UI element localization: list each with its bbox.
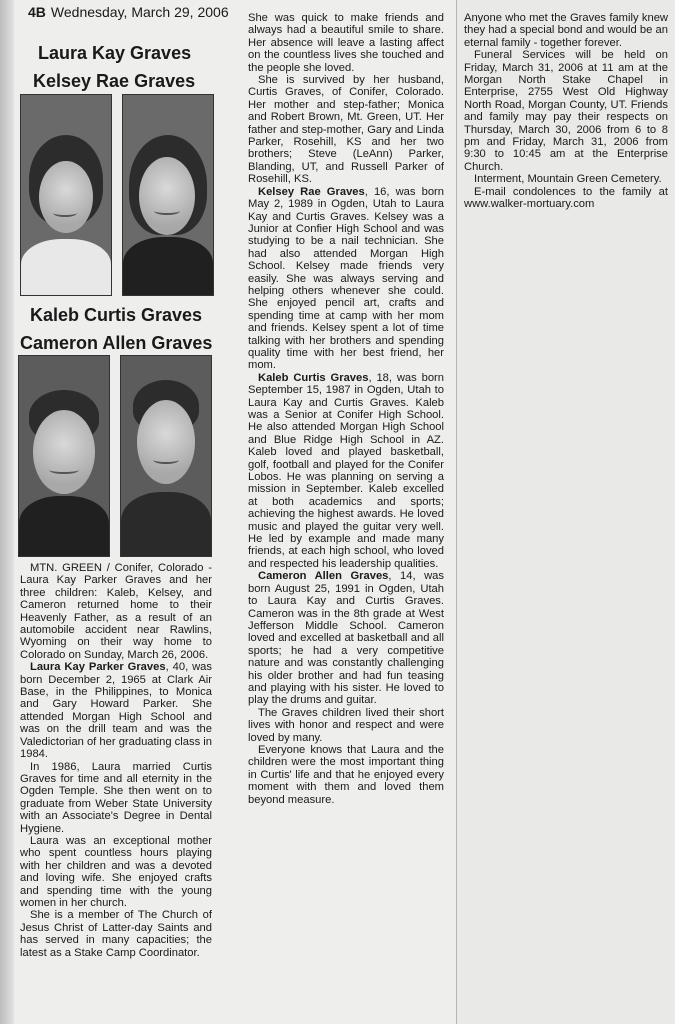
cameron-bio: , 14, was born August 25, 1991 in Ogden, Utah to Laura Kay and Curtis Graves. Cameron was in the 8th grade at West Jefferson Middle School. Cameron loved and excelled at basketball and all sports; he had a very competitive nature and was constantly challenging his older brother and had fun teasing and playing with his sister. He loved to play the drums and guitar. <box>248 570 444 707</box>
name-cameron: Cameron Allen Graves <box>20 333 213 353</box>
laura-name-bold: Laura Kay Parker Graves <box>30 661 166 674</box>
name-kaleb: Kaleb Curtis Graves <box>30 305 203 325</box>
cameron-paragraph <box>248 570 444 706</box>
church-paragraph: She is a member of The Church of Jesus Christ of Latter-day Saints and has served in many capacities; the latest as a Stake Camp Coordinator. <box>20 909 212 959</box>
name-laura: Laura Kay Graves <box>38 43 192 63</box>
bond-paragraph: Anyone who met the Graves family knew they had a special bond and would be an eternal family - together forever. <box>464 12 668 49</box>
cameron-name-bold: Cameron Allen Graves <box>258 570 389 583</box>
kaleb-paragraph <box>248 372 444 571</box>
obituary-column-2 <box>248 12 444 806</box>
services-paragraph: Funeral Services will be held on Friday, March 31, 2006 at 11 am at the Morgan North Stake Chapel in Enterprise, 2755 West Old Highway North Road, Morgan County, UT. Friends and family may pay their respects on Thursday, March 30, 2006 from 6 to 8 pm and Friday, March 31, 2006 from 9:30 to 10:45 am at the Enterprise Church. <box>464 49 668 173</box>
laura-paragraph <box>20 661 212 760</box>
condolences-paragraph: E-mail condolences to the family at www.walker-mortuary.com <box>464 185 668 211</box>
obituary-column-3 <box>464 12 668 211</box>
kelsey-paragraph <box>248 186 444 372</box>
column-rule <box>456 0 457 1024</box>
mother-paragraph: Laura was an exceptional mother who spent countless hours playing with her children and was a devoted and loving wife. She enjoyed crafts and spending time with the young women in her church. <box>20 834 212 909</box>
photo-kaleb <box>18 355 110 557</box>
kaleb-name-bold: Kaleb Curtis Graves <box>258 371 369 384</box>
page-number: 4B <box>28 4 46 20</box>
photo-kelsey <box>122 94 214 296</box>
clipping-edge <box>0 0 14 1024</box>
intro-paragraph: MTN. GREEN / Conifer, Colorado - Laura Kay Parker Graves and her three children: Kaleb, Kelsey, and Cameron returned home to their Heavenly Father, as a result of an automobile accident near Rawlins, Wyoming on their way home to Colorado on Sunday, March 26, 2006. <box>20 562 212 661</box>
friends-paragraph: She was quick to make friends and always had a beautiful smile to share. Her absence will leave a lasting affect on the countless lives she touched and the people she loved. <box>248 12 444 74</box>
page-date: Wednesday, March 29, 2006 <box>50 4 229 20</box>
family-paragraph: Everyone knows that Laura and the children were the most important thing in Curtis' life and that he enjoyed every moment with them and loved them beyond measure. <box>248 743 444 806</box>
photo-laura <box>20 94 112 296</box>
children-paragraph: The Graves children lived their short lives with honor and respect and were loved by many. <box>248 706 444 744</box>
marriage-paragraph: In 1986, Laura married Curtis Graves for time and all eternity in the Ogden Temple. She then went on to graduate from Weber State University with an Associate's Degree in Dental Hygiene. <box>20 760 212 835</box>
page-header <box>28 4 229 20</box>
laura-bio: , 40, was born December 2, 1965 at Clark Air Base, in the Philippines, to Monica and Gary Howard Parker. She attended Morgan High School and was on the drill team and was the Valedictorian of her graduating class in 1984. <box>20 661 212 761</box>
name-kelsey: Kelsey Rae Graves <box>33 71 196 91</box>
photo-cameron <box>120 355 212 557</box>
kelsey-name-bold: Kelsey Rae Graves <box>258 185 365 198</box>
kelsey-bio: , 16, was born May 2, 1989 in Ogden, Utah to Laura Kay and Curtis Graves. Kelsey was a Junior at Confier High School and was studying to be a nail technician. She had also attended Morgan High School. Kelsey made friends very easily. She was always serving and helping others whenever she could. She enjoyed pencil art, crafts and spending time at camp with her mom and friends. Kelsey spent a lot of time talking with her brothers and spending quality time with her best friend, her mom. <box>248 185 444 372</box>
interment-paragraph: Interment, Mountain Green Cemetery. <box>474 173 662 186</box>
survived-paragraph: She is survived by her husband, Curtis Graves, of Conifer, Colorado. Her mother and step-father; Monica and Robert Brown, Mt. Green, UT. Her father and step-mother, Gary and Linda Parker, Rosehill, KS and her two brothers; Steve (LeAnn) Parker, Blanding, UT, and Russell Parker of Rosehill, KS. <box>248 74 444 186</box>
obituary-column-1 <box>20 562 212 959</box>
kaleb-bio: , 18, was born September 15, 1987 in Ogden, Utah to Laura Kay and Curtis Graves. Kaleb was a Senior at Conifer High School. He also attended Morgan High School and Blue Ridge High School in AZ. Kaleb loved and played basketball, golf, football and played for the Conifer Lobos. He was planning on serving a mission in September. Kaleb excelled at both academics and sports; achieving the highest awards. He loved music and played the guitar very well. He led by example and made many friends, at each high school, who loved and respected his leadership qualities. <box>248 371 444 570</box>
